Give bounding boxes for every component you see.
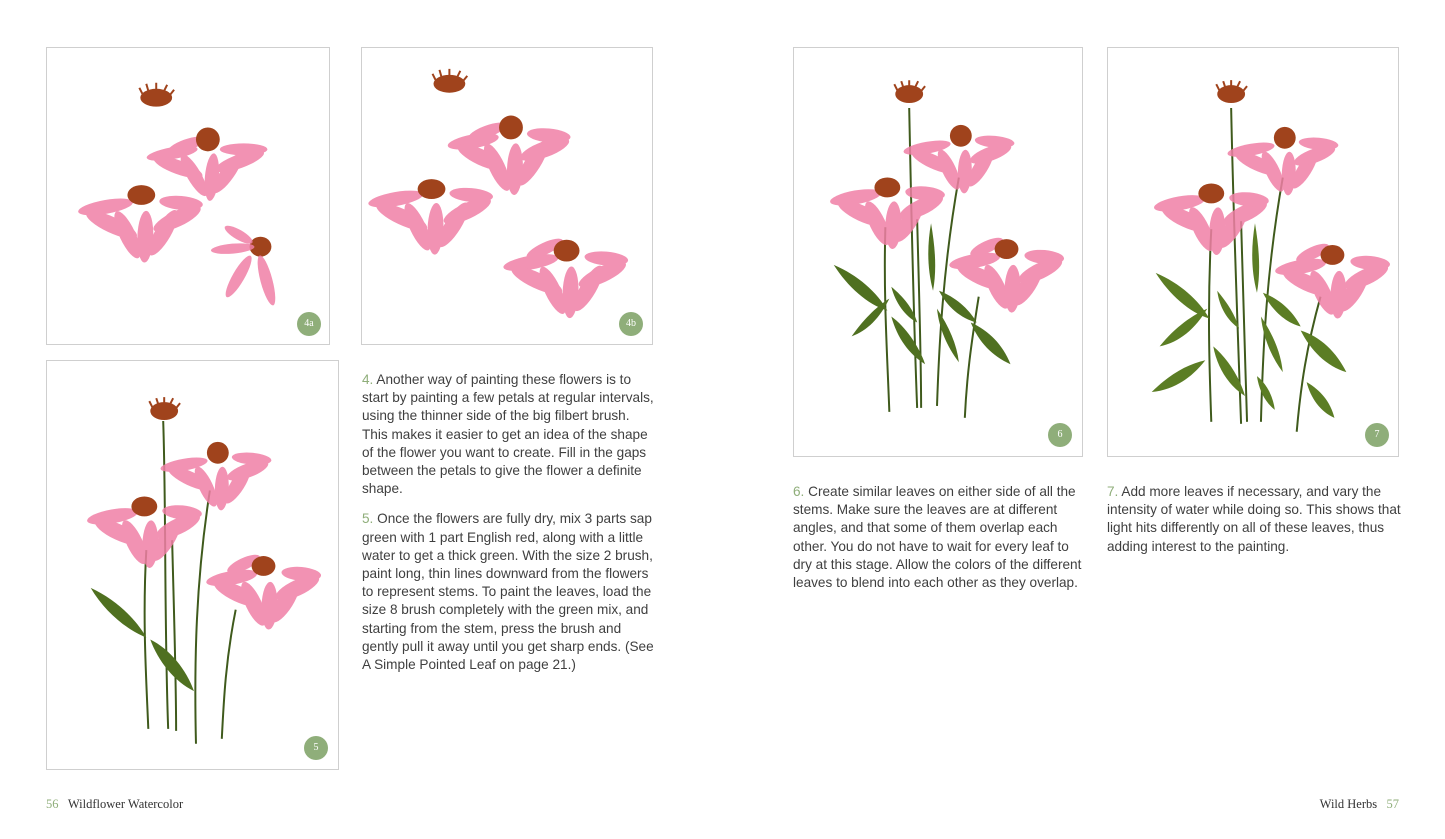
step-4-text: Another way of painting these flowers is to start by painting a few petals at regular intervals, using the thinner side of the big filbert brush. This makes it easier to get an idea of the shape of the flower you want to create. Fill in the gaps between the petals to give the flower a definite shape.: [362, 372, 654, 497]
watercolor-painting-4b: [362, 48, 652, 344]
flower-top: [146, 127, 268, 201]
illustration-4b: [361, 47, 653, 345]
instructions-step-7: [1107, 483, 1401, 568]
step-badge-7: 7: [1365, 423, 1389, 447]
step-badge-4a: 4a: [297, 312, 321, 336]
step-4-number: 4.: [362, 372, 374, 387]
watercolor-painting-4a: [47, 48, 329, 344]
flower-left: [77, 185, 204, 263]
flower-bud: [139, 83, 174, 107]
step-7-number: 7.: [1107, 484, 1119, 499]
illustration-6: [793, 47, 1083, 457]
step-5-text: Once the flowers are fully dry, mix 3 parts sap green with 1 part English red, along with a little water to get a thick green. With the size 2 brush, paint long, thin lines downward from the flowers to represent stems. To paint the leaves, load the size 8 brush completely with the green mix, and starting from the stem, press the brush and gently pull it away until you get sharp ends. (See A Simple Pointed Leaf on page 21.): [362, 511, 654, 673]
step-badge-5: 5: [304, 736, 328, 760]
illustration-4a: [46, 47, 330, 345]
left-page-number: 56: [46, 797, 59, 811]
step-6-number: 6.: [793, 484, 805, 499]
instructions-steps-4-5: [362, 371, 654, 686]
instructions-step-6: [793, 483, 1083, 604]
step-4-paragraph: [362, 371, 654, 498]
illustration-7: [1107, 47, 1399, 457]
watercolor-painting-5: [47, 361, 338, 769]
step-6-paragraph: [793, 483, 1083, 592]
right-page-number: 57: [1386, 797, 1399, 811]
step-7-text: Add more leaves if necessary, and vary the intensity of water while doing so. This shows that light hits differently on all of these leaves, thus adding interest to the painting.: [1107, 484, 1401, 554]
left-running-title: Wildflower Watercolor: [67, 797, 184, 811]
step-badge-6: 6: [1048, 423, 1072, 447]
flower-partial: [210, 222, 278, 306]
step-badge-4b: 4b: [619, 312, 643, 336]
watercolor-painting-6: [794, 48, 1082, 456]
left-page-footer: [46, 797, 183, 812]
right-page-footer: [1320, 797, 1399, 812]
illustration-5: [46, 360, 339, 770]
step-7-paragraph: [1107, 483, 1401, 556]
step-5-number: 5.: [362, 511, 374, 527]
step-5-paragraph: [362, 510, 654, 674]
step-6-text: Create similar leaves on either side of all the stems. Make sure the leaves are at different angles, and that some of them overlap each other. You do not have to wait for every leaf to dry at this stage. Allow the colors of the different leaves to blend into each other as they overlap.: [793, 484, 1082, 591]
watercolor-painting-7: [1108, 48, 1398, 456]
right-running-title: Wild Herbs: [1319, 797, 1378, 811]
